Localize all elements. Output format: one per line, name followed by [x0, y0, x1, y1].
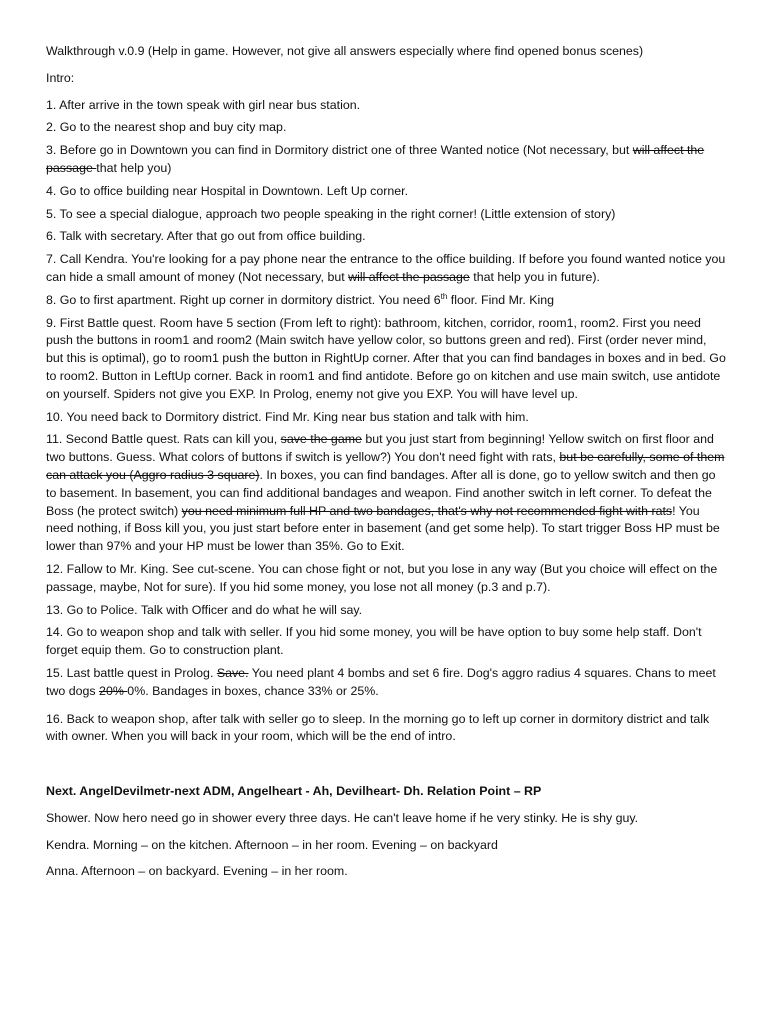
step-text: floor. Find Mr. King — [447, 292, 555, 307]
step-text: 16. Back to weapon shop, after talk with seller go to sleep. In the morning go to left up corner in dormitory district and talk with owner. When you will back in your room, which will be the end of intro. — [46, 711, 710, 744]
document-title: Walkthrough v.0.9 (Help in game. However, not give all answers especially where find opened bonus scenes) — [46, 44, 644, 58]
step-11 — [46, 431, 726, 556]
step-text: 10. You need back to Dormitory district. Find Mr. King near bus station and talk with him. — [46, 409, 529, 424]
step-text: You need plant 4 bombs and set 6 fire. Dog's aggro radius 4 squares. Chans to meet two dogs — [46, 665, 716, 698]
step-text: 4. Go to office building near Hospital in Downtown. Left Up corner. — [46, 183, 409, 198]
step-text: but you just start from beginning! Yellow switch on first floor and two buttons. Guess. What colors of buttons if switch is yellow?) You don't need fight with rats, — [46, 432, 714, 465]
note-kendra: Kendra. Morning – on the kitchen. Afternoon – in her room. Evening – on backyard — [46, 837, 498, 852]
step-10 — [46, 409, 726, 427]
step-7 — [46, 251, 726, 287]
step-text: 7. Call Kendra. You're looking for a pay phone near the entrance to the office building. If before you found wanted notice you can hide a small amount of money (Not necessary, but — [46, 252, 726, 284]
step-text: 2. Go to the nearest shop and buy city map. — [46, 120, 287, 135]
step-text: 0%. Bandages in boxes, chance 33% or 25%. — [127, 683, 379, 698]
step-text: 5. To see a special dialogue, approach two people speaking in the right corner! (Little extension of story) — [46, 206, 616, 221]
superscript-text: th — [440, 291, 448, 301]
struck-text: save the game — [280, 432, 362, 447]
step-8 — [46, 292, 726, 310]
step-6 — [46, 228, 726, 246]
step-text: that help you) — [96, 160, 172, 175]
step-13 — [46, 602, 726, 620]
step-16 — [46, 711, 726, 747]
step-text: that help you in future). — [469, 269, 600, 284]
note-anna: Anna. Afternoon – on backyard. Evening – in her room. — [46, 864, 348, 879]
intro-label: Intro: — [46, 70, 75, 85]
struck-text: 20% — [99, 683, 128, 698]
step-2 — [46, 119, 726, 137]
step-text: 3. Before go in Downtown you can find in Dormitory district one of three Wanted notice (Not necessary, but — [46, 143, 633, 158]
step-text: 9. First Battle quest. Room have 5 section (From left to right): bathroom, kitchen, corridor, room1, room2. First you need push the buttons in room1 and room2 (Main switch have yellow color, so buttons green and red). First (order never mind, but this is optimal), go to room1 push the button in RightUp corner. After that you can find bandages in boxes and in bed. Go to room2. Button in LeftUp corner. Back in room1 and find antidote. Before go on kitchen and use main switch, use antidote on yourself. Spiders not give you EXP. In Prolog, enemy not give you EXP. You will have level up. — [46, 315, 726, 401]
step-4 — [46, 183, 726, 201]
struck-text: will affect the passage — [46, 143, 705, 175]
struck-text: but be carefully, some of them can attack you (Aggro radius 3 square) — [46, 450, 725, 482]
step-text: 1. After arrive in the town speak with girl near bus station. — [46, 97, 361, 112]
step-1 — [46, 97, 726, 115]
step-text: 13. Go to Police. Talk with Officer and do what he will say. — [46, 602, 363, 617]
step-text: 11. Second Battle quest. Rats can kill you, — [46, 432, 281, 447]
step-text: 12. Fallow to Mr. King. See cut-scene. You can chose fight or not, but you lose in any way (But you choice will effect on the passage, maybe, Not for sure). If you hid some money, you lose not all money (p.3 and p.7). — [46, 561, 718, 594]
step-text: 15. Last battle quest in Prolog. — [46, 665, 217, 680]
step-14 — [46, 624, 726, 660]
struck-text: Save. — [216, 665, 249, 680]
struck-text: will affect the passage — [348, 269, 470, 284]
step-text: . In boxes, you can find bandages. After all is done, go to yellow switch and then go to basement. In basement, you can find additional bandages and weapon. Find another switch in left corner. To defeat the Boss (he protect switch) — [46, 467, 716, 518]
note-shower: Shower. Now hero need go in shower every three days. He can't leave home if he very stinky. He is shy guy. — [46, 810, 639, 825]
step-12 — [46, 561, 726, 597]
step-text: 8. Go to first apartment. Right up corner in dormitory district. You need 6 — [46, 292, 441, 307]
step-text: 6. Talk with secretary. After that go out from office building. — [46, 229, 366, 244]
step-text: 14. Go to weapon shop and talk with seller. If you hid some money, you will be have option to buy some help staff. Don't forget equip them. Go to construction plant. — [46, 625, 702, 658]
walkthrough-document — [46, 43, 726, 890]
step-3 — [46, 142, 726, 178]
step-5 — [46, 206, 726, 224]
step-9 — [46, 315, 726, 404]
step-text: ! You need nothing, if Boss kill you, you just start before enter in basement (and get some help). To start trigger Boss HP must be lower than 97% and your HP must be lower than 35%. Go to Exit. — [46, 503, 720, 554]
struck-text: you need minimum full HP and two bandages, that's why not recommended fight with rats — [181, 503, 673, 518]
steps-list — [46, 97, 726, 747]
next-heading: Next. AngelDevilmetr-next ADM, Angelheart - Ah, Devilheart- Dh. Relation Point – RP — [46, 784, 542, 799]
step-15 — [46, 665, 726, 701]
